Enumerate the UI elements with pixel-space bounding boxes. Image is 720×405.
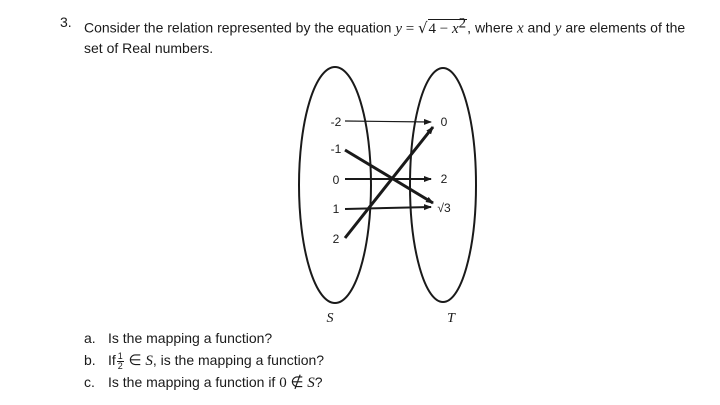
arrow-neg2-to-0 xyxy=(345,121,431,122)
set-s-label: S xyxy=(326,311,334,326)
t-element: √3 xyxy=(437,201,451,215)
subquestion-c xyxy=(84,373,323,392)
subquestion-text: Is the mapping a function? xyxy=(108,330,273,346)
set-s-ref: S xyxy=(145,353,153,369)
element-of-symbol: ∈ xyxy=(124,353,146,369)
not-element-of-symbol: ∉ xyxy=(286,375,308,391)
subquestion-pre: Is the mapping a function if xyxy=(108,374,276,390)
subquestion-b xyxy=(84,351,324,371)
s-element: 2 xyxy=(332,232,340,246)
stem-text-before: Consider the relation represented by the equation xyxy=(84,19,392,36)
set-t-label: T xyxy=(447,311,455,326)
stem-text-and: and xyxy=(527,19,551,36)
s-element: 0 xyxy=(332,173,340,187)
question-mark: ? xyxy=(314,374,323,390)
eq-equals: = xyxy=(402,20,418,37)
arrow-1-to-sqrt3 xyxy=(345,207,431,209)
s-element: -2 xyxy=(330,115,342,129)
sqrt-symbol: √ xyxy=(417,18,428,37)
subquestion-post: , is the mapping a function? xyxy=(152,352,325,368)
fraction-one-half: $\frac{1}{2}$ xyxy=(117,350,123,371)
arrow-neg1-to-sqrt3 xyxy=(345,150,433,203)
eq-y: y xyxy=(395,20,402,37)
stem-text-mid: , where xyxy=(467,19,514,36)
arrow-2-to-0 xyxy=(345,127,433,238)
var-y: y xyxy=(554,20,562,37)
subquestion-letter: b. xyxy=(84,352,96,368)
eq-radicand: $4 - x^2$ xyxy=(428,15,467,37)
stem-text-after: are elements of the set of Real numbers. xyxy=(84,19,686,56)
zero-value: 0 xyxy=(279,375,287,391)
s-element: -1 xyxy=(330,142,342,156)
question-number: 3. xyxy=(60,14,72,30)
set-s-ref: S xyxy=(307,375,315,391)
var-x: x xyxy=(516,20,524,37)
subquestion-a xyxy=(84,330,272,346)
subquestion-pre: If xyxy=(108,352,116,368)
subquestion-letter: c. xyxy=(84,374,95,390)
subquestion-letter: a. xyxy=(84,330,96,346)
t-element: 0 xyxy=(440,115,448,129)
t-element: 2 xyxy=(440,172,448,186)
s-element: 1 xyxy=(332,202,340,216)
